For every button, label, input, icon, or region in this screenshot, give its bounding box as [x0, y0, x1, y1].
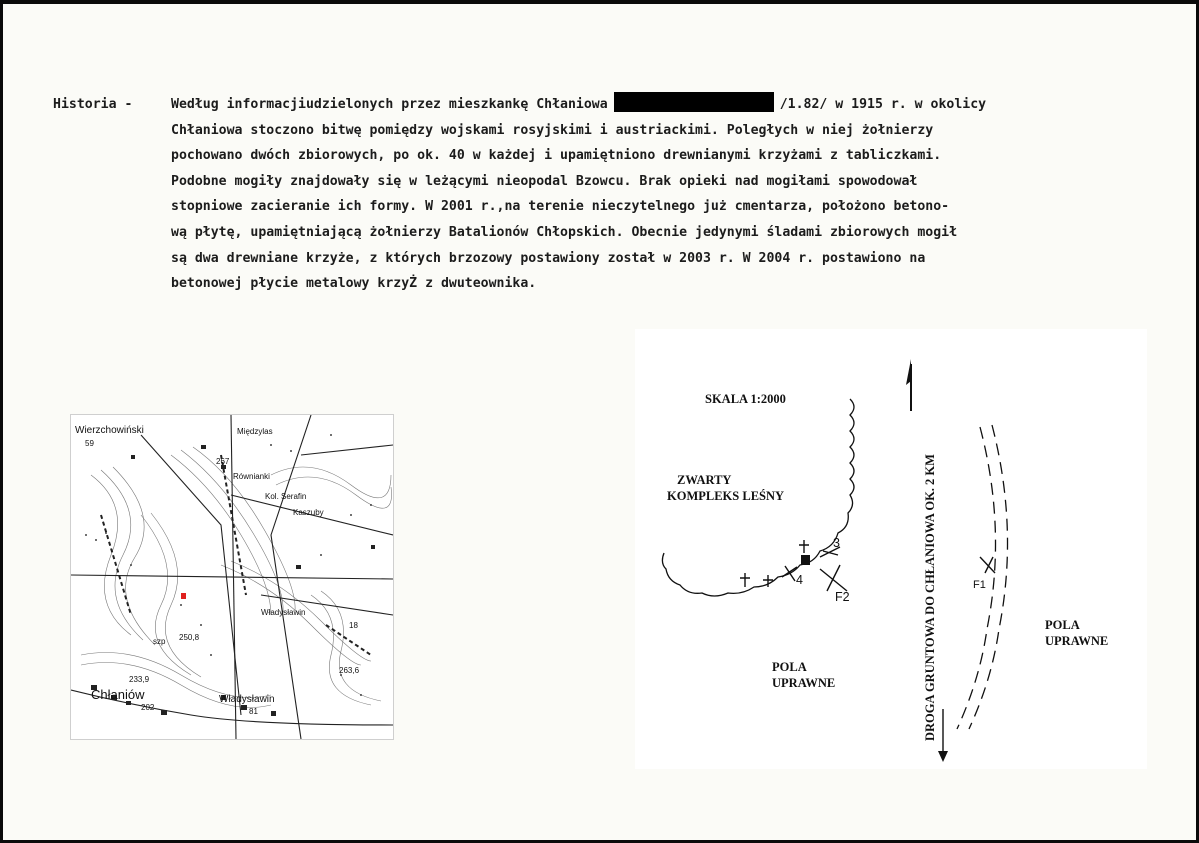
- mark-label: F1: [973, 579, 986, 591]
- map-label: 233,9: [129, 675, 150, 684]
- map-label: Równianki: [233, 472, 270, 481]
- history-line-text: Podobne mogiły znajdowały się w leżącymi nieopodal Bzowcu. Brak opieki nad mogiłami spowodował: [171, 173, 918, 189]
- cross-icon: [740, 573, 750, 587]
- history-line: [53, 143, 1193, 169]
- history-line: [53, 169, 1193, 195]
- memorial-slab: [801, 555, 810, 565]
- map-label: Międzylas: [237, 427, 273, 436]
- map-label: 202: [141, 703, 155, 712]
- map-label: Kol. Serafin: [265, 492, 307, 501]
- history-line: [53, 271, 1193, 297]
- forest-label-2: KOMPLEKS LEŚNY: [667, 489, 785, 503]
- history-line: [53, 246, 1193, 272]
- mark-label: 3: [833, 536, 840, 550]
- road-label: DROGA GRUNTOWA DO CHŁANIOWA OK. 2 KM: [923, 454, 937, 741]
- cemetery-marker: [181, 593, 186, 599]
- map-label-town: Władysławin: [219, 694, 275, 705]
- map-label: Kaszuby: [293, 508, 324, 517]
- mark-label: 4: [796, 573, 803, 587]
- map-label: szp: [153, 637, 166, 646]
- map-label: 81: [249, 707, 258, 716]
- forest-label-1: ZWARTY: [677, 473, 732, 487]
- map-label: Władysławin: [261, 608, 306, 617]
- history-line-text: pochowano dwóch zbiorowych, po ok. 40 w każdej i upamiętniono drewnianymi krzyżami z tabliczkami.: [171, 148, 942, 164]
- fields-left-2: UPRAWNE: [772, 676, 836, 690]
- cross-icon: [799, 540, 809, 553]
- map-label: 267: [216, 457, 230, 466]
- history-text: [53, 92, 1193, 297]
- map-label: 59: [85, 439, 94, 448]
- cross-icon: [820, 565, 847, 591]
- history-line: [53, 220, 1193, 246]
- map-label: 263,6: [339, 666, 360, 675]
- fields-left-1: POLA: [772, 660, 807, 674]
- fields-right-2: UPRAWNE: [1045, 634, 1109, 648]
- history-line: [53, 92, 1193, 118]
- map-label: Wierzchowiński: [75, 425, 144, 436]
- history-label: Historia -: [53, 97, 133, 112]
- redaction-bar: [614, 92, 774, 112]
- history-line-start: Według informacjiudzielonych przez mieszkankę Chłaniowa: [171, 97, 608, 112]
- map-label: 250,8: [179, 633, 200, 642]
- history-line: [53, 194, 1193, 220]
- history-line-text: wą płytę, upamiętniającą żołnierzy Batalionów Chłopskich. Obecnie jedynymi śladami zbiorowych mogił: [171, 224, 958, 240]
- history-line-text: Chłaniowa stoczono bitwę pomiędzy wojskami rosyjskimi i austriackimi. Poległych w niej żołnierzy: [171, 122, 934, 138]
- document-sheet: [3, 4, 1196, 840]
- history-line: [53, 118, 1193, 144]
- fields-right-1: POLA: [1045, 618, 1080, 632]
- history-line-end: /1.82/ w 1915 r. w okolicy: [779, 97, 987, 112]
- map-label: 18: [349, 621, 358, 630]
- history-line-text: stopniowe zacieranie ich formy. W 2001 r.,na terenie nieczytelnego już cmentarza, położono betono-: [171, 199, 950, 215]
- cross-icon: [980, 557, 995, 573]
- scale-label: SKALA 1:2000: [705, 392, 786, 406]
- mark-label: F2: [835, 590, 850, 604]
- history-line-text: są dwa drewniane krzyże, z których brzozowy postawiony został w 2003 r. W 2004 r. postawiono na: [171, 250, 926, 266]
- topographic-map: [70, 414, 394, 740]
- history-line-text: betonowej płycie metalowy krzyŻ z dwuteownika.: [171, 276, 537, 292]
- site-sketch: [635, 329, 1147, 769]
- cross-icon: [782, 566, 797, 581]
- map-label-town: Chłaniów: [91, 687, 145, 702]
